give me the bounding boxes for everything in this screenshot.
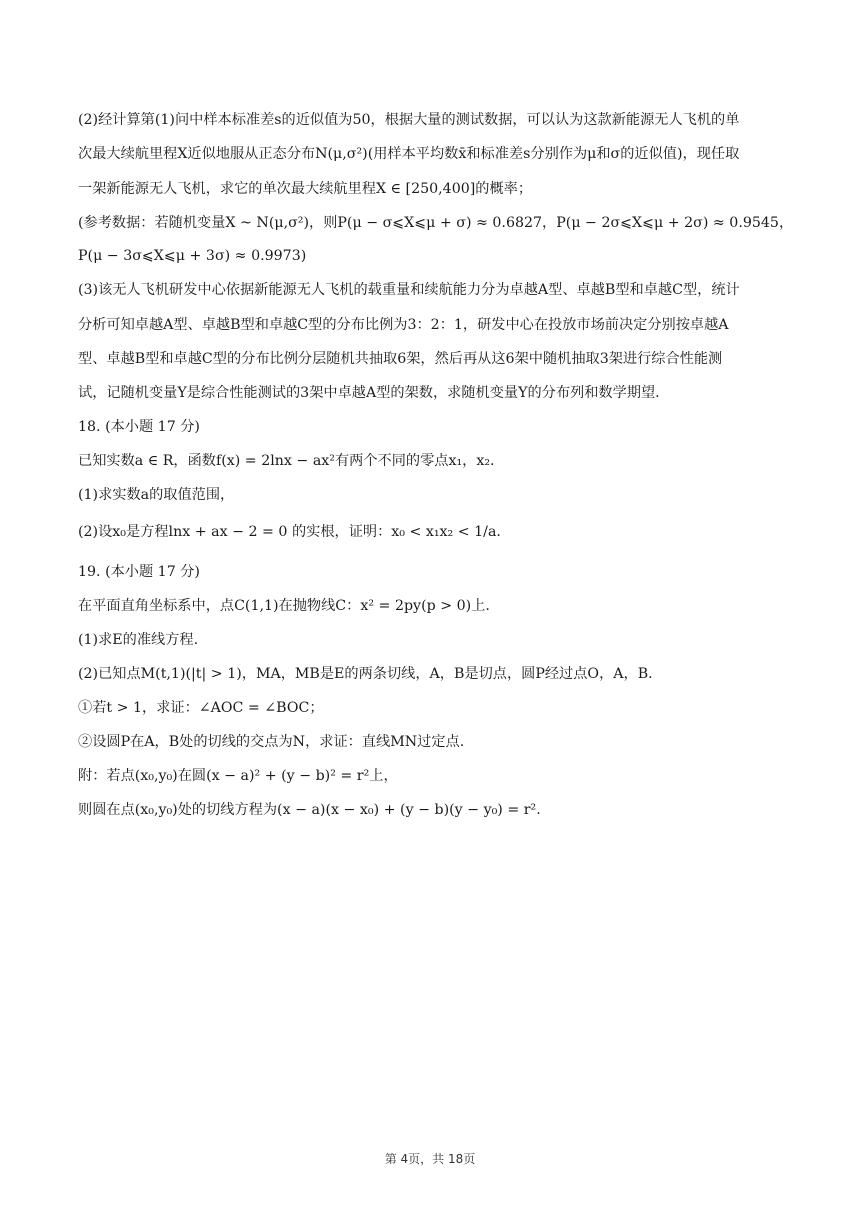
text-line: 分析可知卓越A型、卓越B型和卓越C型的分布比例为3：2：1，研发中心在投放市场前决定分别按卓越A: [78, 317, 729, 333]
text-line: 已知实数a ∈ R，函数f(x) = 2lnx − ax²有两个不同的零点x₁，x₂.: [78, 453, 495, 469]
text-line: 型、卓越B型和卓越C型的分布比例分层随机共抽取6架，然后再从这6架中随机抽取3架进行综合性能测: [78, 351, 723, 367]
text-line: P(μ − 3σ⩽X⩽μ + 3σ) ≈ 0.9973): [78, 248, 307, 264]
text-line: 试，记随机变量Y是综合性能测试的3架中卓越A型的架数，求随机变量Y的分布列和数学期望.: [78, 385, 660, 401]
question-heading-19: 19. (本小题 17 分): [78, 564, 200, 580]
text-line: (2)设x₀是方程lnx + ax − 2 = 0 的实根，证明：x₀ < x₁x₂ < 1/a.: [78, 524, 501, 540]
question-heading-18: 18. (本小题 17 分): [78, 419, 200, 435]
text-line: ①若t > 1，求证：∠AOC = ∠BOC；: [78, 700, 324, 716]
text-line: 附：若点(x₀,y₀)在圆(x − a)² + (y − b)² = r²上，: [78, 768, 398, 784]
text-line: (1)求实数a的取值范围，: [78, 487, 235, 503]
text-line: 次最大续航里程X近似地服从正态分布N(μ,σ²)(用样本平均数x̄和标准差s分别作为μ和σ的近似值)，现任取: [78, 146, 740, 162]
text-line: (2)经计算第(1)问中样本标准差s的近似值为50，根据大量的测试数据，可以认为这款新能源无人飞机的单: [78, 112, 740, 128]
text-line: ②设圆P在A，B处的切线的交点为N，求证：直线MN过定点.: [78, 734, 465, 750]
text-line: (3)该无人飞机研发中心依据新能源无人飞机的载重量和续航能力分为卓越A型、卓越B型和卓越C型，统计: [78, 282, 740, 298]
text-line: (参考数据：若随机变量X ~ N(μ,σ²)，则P(μ − σ⩽X⩽μ + σ) ≈ 0.6827，P(μ − 2σ⩽X⩽μ + 2σ) ≈ 0.9545，: [78, 215, 794, 231]
text-line: 一架新能源无人飞机，求它的单次最大续航里程X ∈ [250,400]的概率；: [78, 181, 533, 197]
text-line: (2)已知点M(t,1)(|t| > 1)，MA，MB是E的两条切线，A，B是切点，圆P经过点O，A，B.: [78, 666, 653, 682]
text-line: 在平面直角坐标系中，点C(1,1)在抛物线C：x² = 2py(p > 0)上.: [78, 598, 490, 614]
text-line: 则圆在点(x₀,y₀)处的切线方程为(x − a)(x − x₀) + (y − b)(y − y₀) = r².: [78, 802, 541, 818]
page-number: 第 4页，共 18页: [384, 1152, 476, 1166]
text-line: (1)求E的准线方程.: [78, 632, 199, 648]
